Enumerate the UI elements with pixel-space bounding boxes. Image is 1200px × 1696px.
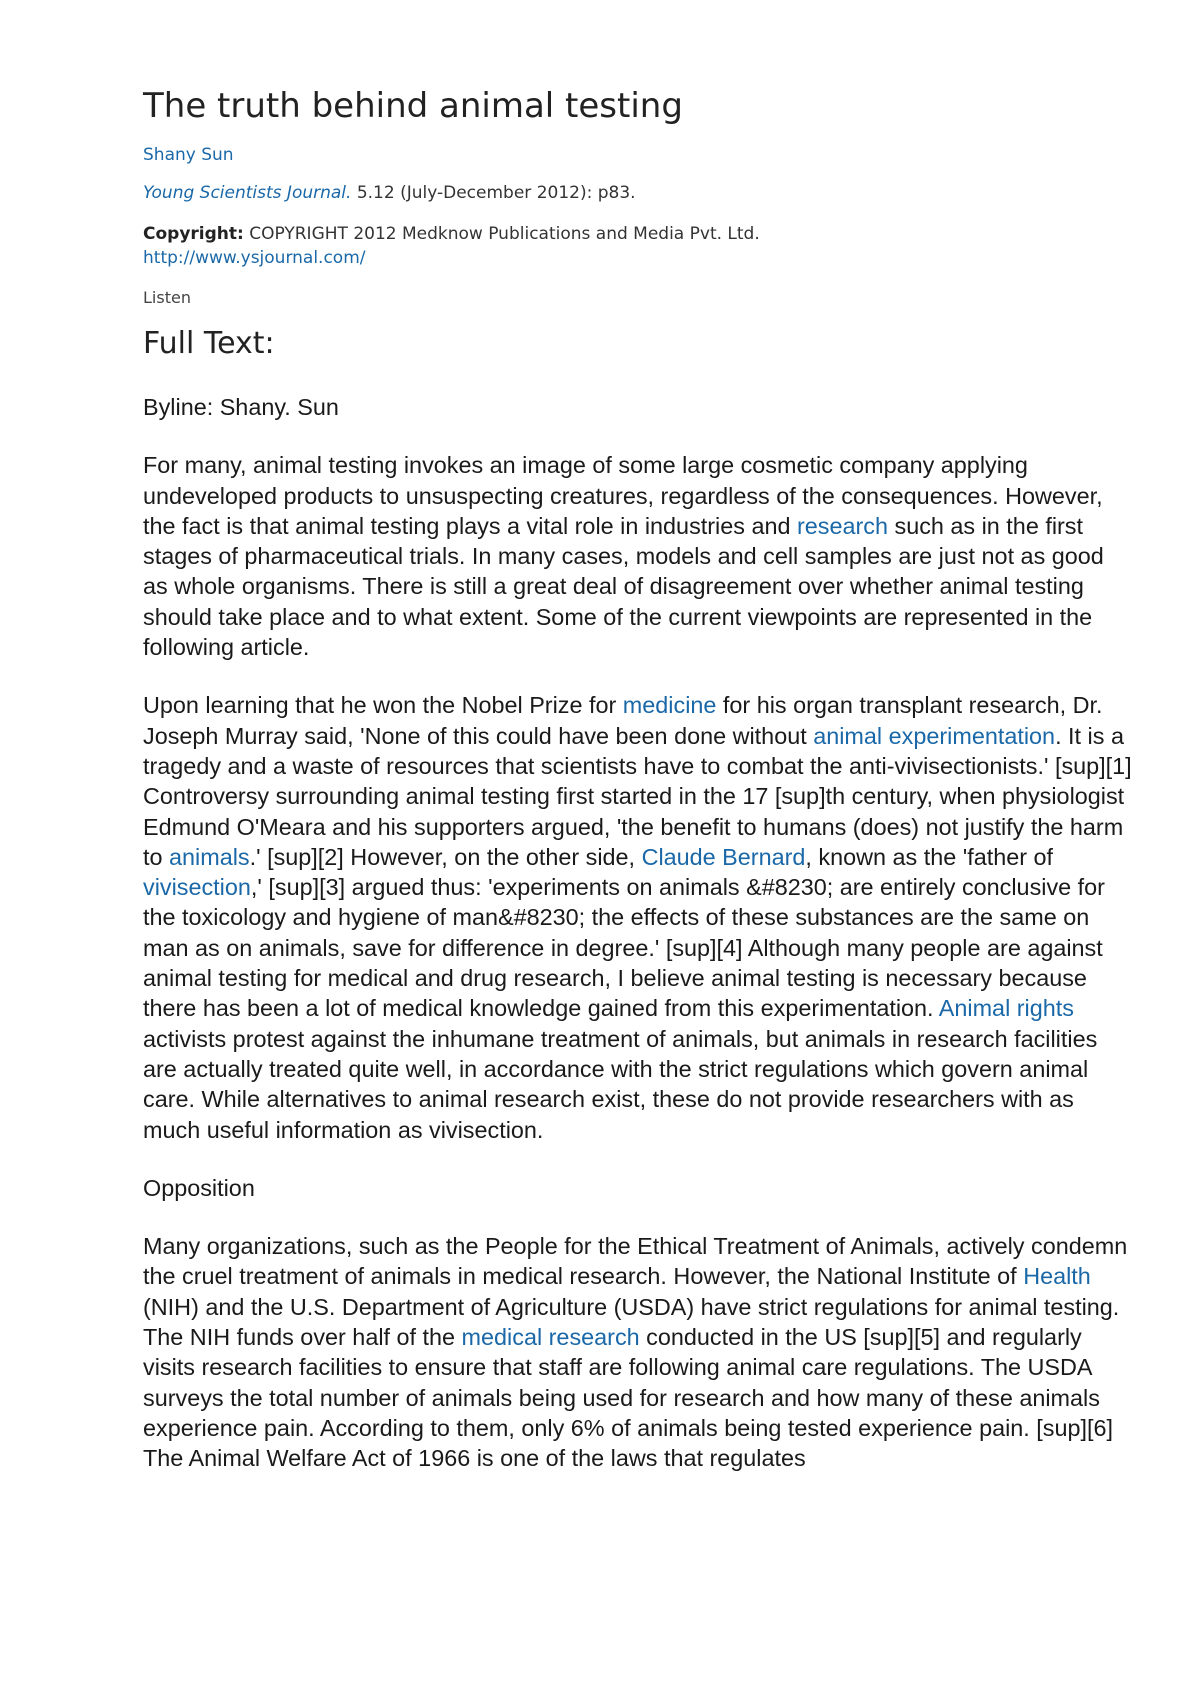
paragraph-intro: For many, animal testing invokes an image of some large cosmetic company applying undeveloped products to unsuspecting creatures, regardless of the consequences. However, the fact is that animal testing plays a vital role in industries and research such as in the first stages of pharmaceutical trials. In many cases, models and cell samples are just not as good as whole organisms. There is still a great deal of disagreement over whether animal testing should take place and to what extent. Some of the current viewpoints are represented in the following article. (143, 452, 1104, 661)
link-medical-research[interactable]: medical research (461, 1324, 640, 1351)
citation-details: 5.12 (July-December 2012): p83. (351, 183, 636, 203)
source-citation (143, 183, 636, 203)
link-animal-rights[interactable]: Animal rights (938, 995, 1074, 1022)
copyright-label: Copyright: (143, 224, 244, 244)
article-title: The truth behind animal testing (143, 86, 683, 126)
copyright-url-link[interactable]: http://www.ysjournal.com/ (143, 248, 366, 268)
link-health[interactable]: Health (1023, 1263, 1091, 1290)
link-research[interactable]: research (796, 512, 888, 539)
link-animals[interactable]: animals (169, 843, 250, 870)
link-vivisection[interactable]: vivisection (143, 874, 251, 901)
link-medicine[interactable]: medicine (622, 692, 717, 719)
journal-link[interactable]: Young Scientists Journal. (143, 183, 352, 203)
article-body (143, 392, 1133, 1502)
copyright-notice (143, 222, 760, 270)
byline: Byline: Shany. Sun (143, 394, 339, 420)
full-text-heading: Full Text: (143, 326, 275, 361)
listen-button[interactable]: Listen (143, 288, 191, 307)
link-claude-bernard[interactable]: Claude Bernard (641, 843, 806, 870)
author-link[interactable]: Shany Sun (143, 145, 234, 165)
link-animal-experimentation[interactable]: animal experimentation (813, 722, 1056, 749)
copyright-text: COPYRIGHT 2012 Medknow Publications and Media Pvt. Ltd. (243, 224, 760, 244)
section-heading-opposition: Opposition (143, 1174, 255, 1201)
paragraph-history: Upon learning that he won the Nobel Prize for medicine for his organ transplant research, Dr. Joseph Murray said, 'None of this could have been done without animal experimentation. It is a tragedy and a waste of resources that scientists have to combat the anti-vivisectionists.' [sup][1] Controversy surrounding animal testing first started in the 17 [sup]th century, when physiologist Edmund O'Meara and his supporters argued, 'the benefit to humans (does) not justify the harm to animals.' [sup][2] However, on the other side, Claude Bernard, known as the 'father of vivisection,' [sup][3] argued thus: 'experiments on animals &#8230; are entirely conclusive for the toxicology and hygiene of man&#8230; the effects of these substances are the same on man as on animals, save for difference in degree.' [sup][4] Although many people are against animal testing for medical and drug research, I believe animal testing is necessary because there has been a lot of medical knowledge gained from this experimentation. Animal rights activists protest against the inhumane treatment of animals, but animals in research facilities are actually treated quite well, in accordance with the strict regulations which govern animal care. While alternatives to animal research exist, these do not provide researchers with as much useful information as vivisection. (143, 692, 1132, 1143)
paragraph-opposition: Many organizations, such as the People for the Ethical Treatment of Animals, actively condemn the cruel treatment of animals in medical research. However, the National Institute of Health (NIH) and the U.S. Department of Agriculture (USDA) have strict regulations for animal testing. The NIH funds over half of the medical research conducted in the US [sup][5] and regularly visits research facilities to ensure that staff are following animal care regulations. The USDA surveys the total number of animals being used for research and how many of these animals experience pain. According to them, only 6% of animals being tested experience pain. [sup][6] The Animal Welfare Act of 1966 is one of the laws that regulates (143, 1233, 1128, 1472)
